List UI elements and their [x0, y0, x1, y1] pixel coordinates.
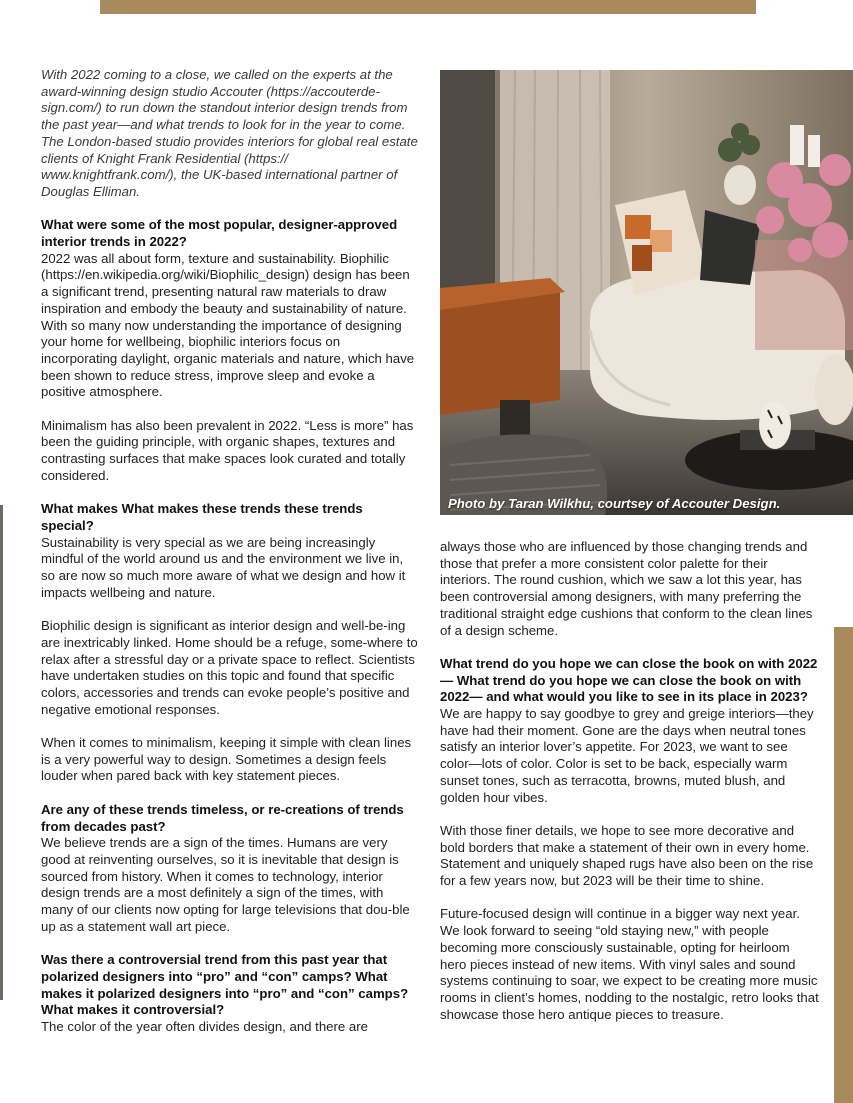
question-heading: What makes What makes these trends these trends special? — [41, 501, 363, 533]
answer-paragraph: The color of the year often divides design, and there are — [41, 1018, 368, 1034]
interior-photo — [440, 70, 853, 515]
living-room-illustration — [440, 70, 853, 515]
left-column — [41, 67, 419, 1052]
question-heading: What were some of the most popular, designer-approved interior trends in 2022? — [41, 217, 398, 250]
answer-paragraph: We are happy to say goodbye to grey and greige interiors—they have had their moment. Gone are the days when neutral tones satisfy an interior lover’s appetite. For 2023, we want to see color—lots of color. Color is set to be back, especially warm sunset tones, such as terracotta, browns, muted blush, and golden hour vibes. — [440, 706, 814, 805]
answer-paragraph: Biophilic design is significant as interior design and well-be-ing are inextricably linked. Home should be a refuge, some-where to relax after a stressful day or a private space to reflect. Scientists have undertaken studies on this topic and found that specific colors, accessories and trends can evoke people’s positive and negative emotional responses. — [41, 618, 418, 717]
top-accent-bar — [100, 0, 756, 14]
answer-paragraph: With those finer details, we hope to see more decorative and bold borders that make a statement of their own in every home. Statement and uniquely shaped rugs have also been on the rise for a few years now, but 2023 will be their time to shine. — [440, 822, 814, 889]
question-heading: Was there a controversial trend from this past year that polarized designers into “pro” and “con” camps? What makes it polarized designers into “pro” and “con” camps? What makes it controversial? — [41, 952, 409, 1018]
intro-paragraph: With 2022 coming to a close, we called on the experts at the award-winning design studio Accouter (https://accouterde-sign.com/) to run down the standout interior design trends from the past year—and what trends to look for in the year to come. The London-based studio provides interiors for global real estate clients of Knight Frank Residential (https:// www.knightfrank.com/), the UK-based international partner of Douglas Elliman. — [41, 67, 418, 199]
answer-paragraph: Sustainability is very special as we are being increasingly mindful of the world around us and the environment we live in, so are now so much more aware of what we design and how it impacts wellbeing and nature. — [41, 534, 406, 600]
question-heading: What trend do you hope we can close the book on with 2022— What trend do you hope we can close the book on with 2022— and what would you like to see in its place in 2023? — [440, 655, 818, 705]
right-column — [440, 539, 819, 1040]
question-heading: Are any of these trends timeless, or re-creations of trends from decades past? — [41, 801, 404, 834]
answer-paragraph: When it comes to minimalism, keeping it simple with clean lines is a very powerful way to design. Sometimes a design feels louder when pared back with key statement pieces. — [41, 735, 412, 784]
answer-paragraph: always those who are influenced by those changing trends and those that prefer a more consistent color palette for their interiors. The round cushion, which we saw a lot this year, has been controversial among designers, with many preferring the traditional straight edge cushions that conform to the clean lines of a design scheme. — [440, 539, 813, 638]
left-page-edge — [0, 505, 3, 1000]
answer-paragraph: Future-focused design will continue in a bigger way next year. We look forward to seeing “old staying new,” with people becoming more consciously sustainable, opting for heirloom hero pieces instead of new items. With vinyl sales and sound systems continuing to soar, we expect to be creating more music rooms in client’s homes, nodding to the nostalgic, retro looks that showcase those hero antique pieces to treasure. — [440, 906, 819, 1022]
answer-paragraph: Minimalism has also been prevalent in 2022. “Less is more” has been the guiding principle, with organic shapes, textures and contrasting surfaces that make spaces look curated and totally considered. — [41, 417, 414, 483]
photo-caption: Photo by Taran Wilkhu, courtsey of Accouter Design. — [448, 496, 781, 511]
answer-paragraph: 2022 was all about form, texture and sustainability. Biophilic (https://en.wikipedia.org/wiki/Biophilic_design) design has been a significant trend, presenting natural raw materials to draw inspiration and embody the beauty and sustainability of nature. With so many now understanding the importance of designing your home for wellbeing, biophilic interiors focus on incorporating daylight, organic materials and nature, which have been shown to reduce stress, improve sleep and evoke a positive atmosphere. — [41, 250, 415, 400]
answer-paragraph: We believe trends are a sign of the times. Humans are very good at reinventing ourselves, so it is inevitable that design is sourced from history. When it comes to technology, interior design trends are a most definitely a sign of the times, with many of our clients now opting for large televisions that dou-ble up as a statement wall art piece. — [41, 835, 410, 934]
right-accent-bar — [834, 627, 853, 1103]
